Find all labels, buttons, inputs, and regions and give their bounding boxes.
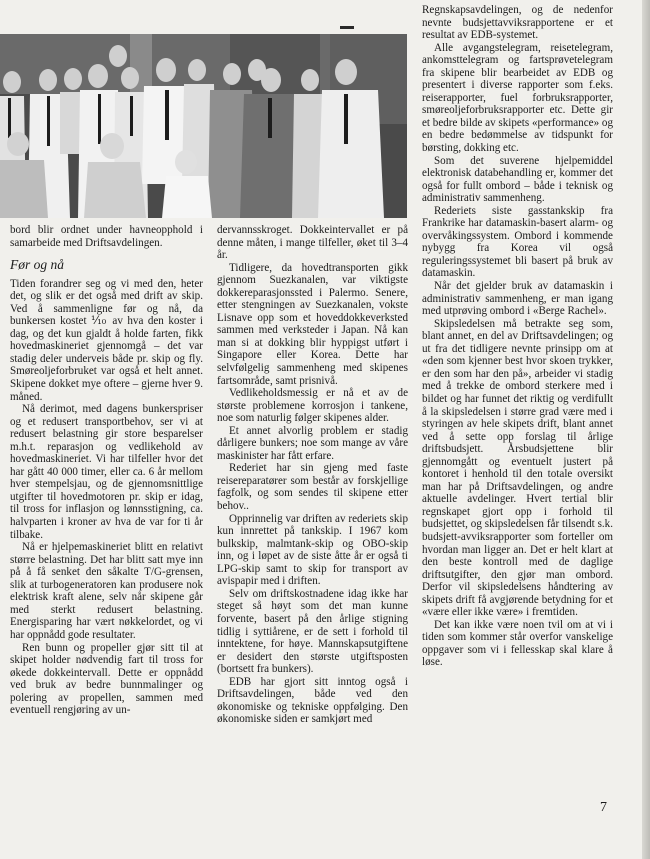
- right-paragraph: Alle avgangstelegram, reisetelegram, ankomsttelegram og fartsprøvetelegram fra skipene blir bearbeidet av EDB og presentert i diverse rapporter som f.eks. reiserapporter, fuel forbruksrapporter, smøreoljeforbruksrapporter etc. Dette gir et bedre bilde av skipets «performance» og en bedre bedømmelse av tidspunkt for børsting, dokking etc.: [422, 41, 613, 155]
- middle-paragraph: Rederiet har sin gjeng med faste reisereparatører som består av forskjellige fagfolk, og som sendes til skipene etter behov..: [217, 462, 408, 513]
- left-paragraph: Tiden forandrer seg og vi med den, heter det, og slik er det også med drift av skip. Ved å sammenligne før og nå, da bunkersen kostet ⅒ av hva den koster i dag, og det kun gjaldt å holde farten, fikk hovedmaskineriet gjennomgå – det var stadig deler underveis både pr. skip og fly. Smøreoljeforbruket var også et helt annet. Skipene dokket mye oftere – gjerne hver 9. måned.: [10, 277, 203, 403]
- right-paragraph: Skipsledelsen må betrakte seg som, blant annet, en del av Driftsavdelingen; og ut fra det tidligere nevnte prinsipp om at «den som kjenner best hvor skoen trykker, er den som har den på», arbeider vi stadig med å trekke de ombord sterkere med i bildet og har funnet det riktig og verdifullt å la skipsledelsen i større grad være med i styringen av hele skipets drift, blant annet ved å sette opp forslag til årlige driftsbudsjett. Årsbudsjettene blir gjennomgått og eventuelt justert på kontoret i henhold til den totale oversikt man har på Driftsavdelingen, og andre aktuelle avdelinger. Hvert tertial blir regnskapet gjort opp i forhold til budsjettet, og skipsledelsen får tilsendt s.k. budsjett-avviksrapporter som forteller om hvordan man ligger an. Det er helt klart at den beste kontroll med de daglige driftsutgifter, den gjør man ombord. Derfor vil skipsledelsens håndtering av skipets drift få avgjørende betydning for et «være eller ikke være» i fremtiden.: [422, 317, 613, 619]
- middle-paragraph: Vedlikeholdsmessig er nå et av de største problemene korrosjon i tankene, noe som naturlig følger skipenes alder.: [217, 387, 408, 425]
- middle-paragraph: Selv om driftskostnadene idag ikke har steget så høyt som det man kunne forvente, basert på den årlige stigning tidlig i syttiårene, er de sett i forhold til inntektene, for høye. Mannskapsutgiftene er desidert den største utgiftsposten (bortsett fra bunkers).: [217, 587, 408, 676]
- right-column: [422, 4, 613, 669]
- right-paragraph: Det kan ikke være noen tvil om at vi i tiden som kommer står overfor vanskelige oppgaver som vi i fellesskap skal klare å løse.: [422, 618, 613, 669]
- middle-column: [217, 224, 408, 726]
- left-column: [10, 224, 203, 717]
- left-paragraph: Nå er hjelpemaskineriet blitt en relativt større belastning. Det har blitt satt mye inn på å få senket den såkalte T/G-grensen, slik at turbogeneratoren kan produsere nok elektrisk kraft alene, selv når skipene går med sterkt redusert belastning. Energisparing har vært nøkkelordet, og vi har oppnådd gode resultater.: [10, 541, 203, 641]
- middle-paragraph: Opprinnelig var driften av rederiets skip kun innrettet på tankskip. I 1967 kom bulkskip, malmtank-skip og OBO-skip inn, og i løpet av de siste åtte år er også ti LPG-skip samt to skip for transport av avispapir med i driften.: [217, 512, 408, 588]
- print-mark: [340, 26, 354, 29]
- right-paragraph: Regnskapsavdelingen, og de nedenfor nevnte budsjettavviksrapportene er et resultat av EDB-systemet.: [422, 4, 613, 42]
- middle-paragraph: Et annet alvorlig problem er stadig dårligere bunkers; noe som mange av våre maskinister har fått erfare.: [217, 424, 408, 462]
- right-paragraph: Rederiets siste gasstankskip fra Frankrike har datamaskin-basert alarm- og overvåkingssystem. Ombord i kommende nybygg fra Korea vil også reguleringssystemet bli basert på bruk av datamaskin.: [422, 204, 613, 280]
- right-paragraph: Når det gjelder bruk av datamaskin i administrativ sammenheng, er man igang med utprøving ombord i «Berge Rachel».: [422, 280, 613, 318]
- right-paragraph: Som det suverene hjelpemiddel elektronisk databehandling er, kommer det også for fullt ombord – både i teknisk og administrativ sammenheng.: [422, 154, 613, 205]
- page-edge: [642, 0, 650, 859]
- page-number: 7: [600, 800, 607, 815]
- left-intro-paragraph: bord blir ordnet under havneopphold i samarbeide med Driftsavdelingen.: [10, 224, 203, 249]
- section-heading: Før og nå: [10, 257, 64, 273]
- middle-paragraph: Tidligere, da hovedtransporten gikk gjennom Suezkanalen, var viktigste dokkereparasjonssted i Palermo. Senere, etter stengningen av Suezkanalen, vokste Lisnave opp som et hoveddokkeverksted sammen med verksteder i Japan. Nå kan man si at dokking blir hyppigst utført i Singapore eller Korea. Dette har selvfølgelig sammenheng med skipenes fartsområde, samt prisnivå.: [217, 261, 408, 387]
- middle-paragraph: dervannsskroget. Dokkeintervallet er på denne måten, i mange tilfeller, øket til 3–4 år.: [217, 224, 408, 262]
- group-photo-image: [0, 34, 407, 218]
- middle-paragraph: EDB har gjort sitt inntog også i Driftsavdelingen, både ved den økonomiske og tekniske oppfølging. Den økonomiske siden er samkjørt med: [217, 675, 408, 726]
- group-photo: [0, 34, 407, 218]
- left-paragraph: Ren bunn og propeller gjør sitt til at skipet holder nødvendig fart til tross for økede dokkeintervall. Dette er oppnådd ved bruk av bedre bunnmalinger og polering av propellen, sammen med eventuell rengjøring av un-: [10, 641, 203, 717]
- left-paragraph: Nå derimot, med dagens bunkerspriser og et redusert transportbehov, ser vi at redusert belastning gir store besparelser m.h.t. reparasjon og vedlikehold av hovedmaskineriet. Vi har tilfeller hvor det har gått 40 000 timer, eller ca. 6 år mellom hver stempelsjau, og de gjennomsnittlige utgifter til hovedmotoren pr. skip er idag, til tross for inflasjon og lønnsstigning, ca. halvparten i kroner av hva de var for ti år tilbake.: [10, 403, 203, 541]
